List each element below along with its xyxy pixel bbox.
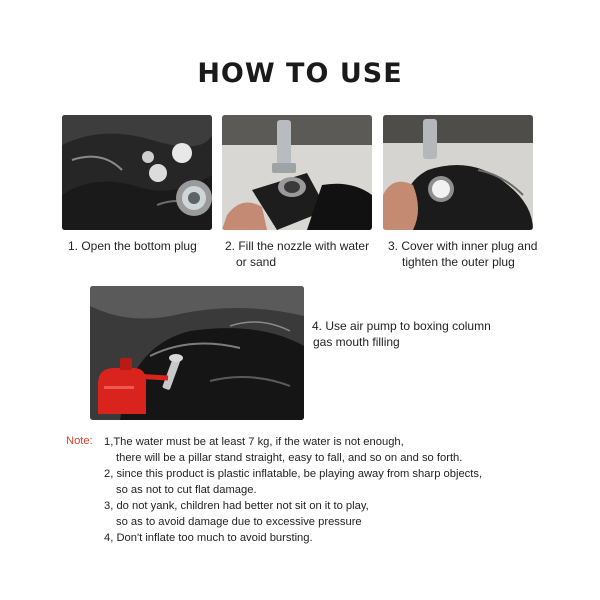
note-line-4: so as not to cut flat damage. (116, 484, 257, 496)
note-label: Note: (66, 435, 93, 447)
note-line-7: 4, Don't inflate too much to avoid bursting. (104, 532, 313, 544)
step-3-photo (383, 115, 533, 230)
step-1-caption-line1: 1. Open the bottom plug (68, 239, 197, 253)
step-1-caption (68, 238, 218, 254)
step-3-caption-line2: tighten the outer plug (402, 255, 515, 269)
note-line-2: there will be a pillar stand straight, easy to fall, and so on and so forth. (116, 452, 463, 464)
step-4-caption (312, 318, 512, 350)
step-4-photo (90, 286, 304, 420)
step-3-caption-line1: 3. Cover with inner plug and (388, 239, 538, 253)
page-title: HOW TO USE (197, 58, 403, 89)
step-2-caption-line1: 2. Fill the nozzle with water (225, 239, 370, 253)
step-4-caption-line2: gas mouth filling (313, 335, 400, 349)
step-3-caption (388, 238, 558, 270)
step-2-photo (222, 115, 372, 230)
note-line-3: 2, since this product is plastic inflatable, be playing away from sharp objects, (104, 468, 483, 480)
note-line-1: 1,The water must be at least 7 kg, if the water is not enough, (104, 436, 404, 448)
step-2-caption-line2: or sand (236, 255, 277, 269)
step-4-caption-line1: 4. Use air pump to boxing column (312, 319, 491, 333)
note-line-6: so as to avoid damage due to excessive pressure (116, 516, 362, 528)
step-1-photo (62, 115, 212, 230)
step-2-caption (225, 238, 385, 270)
note-line-5: 3, do not yank, children had better not sit on it to play, (104, 500, 369, 512)
